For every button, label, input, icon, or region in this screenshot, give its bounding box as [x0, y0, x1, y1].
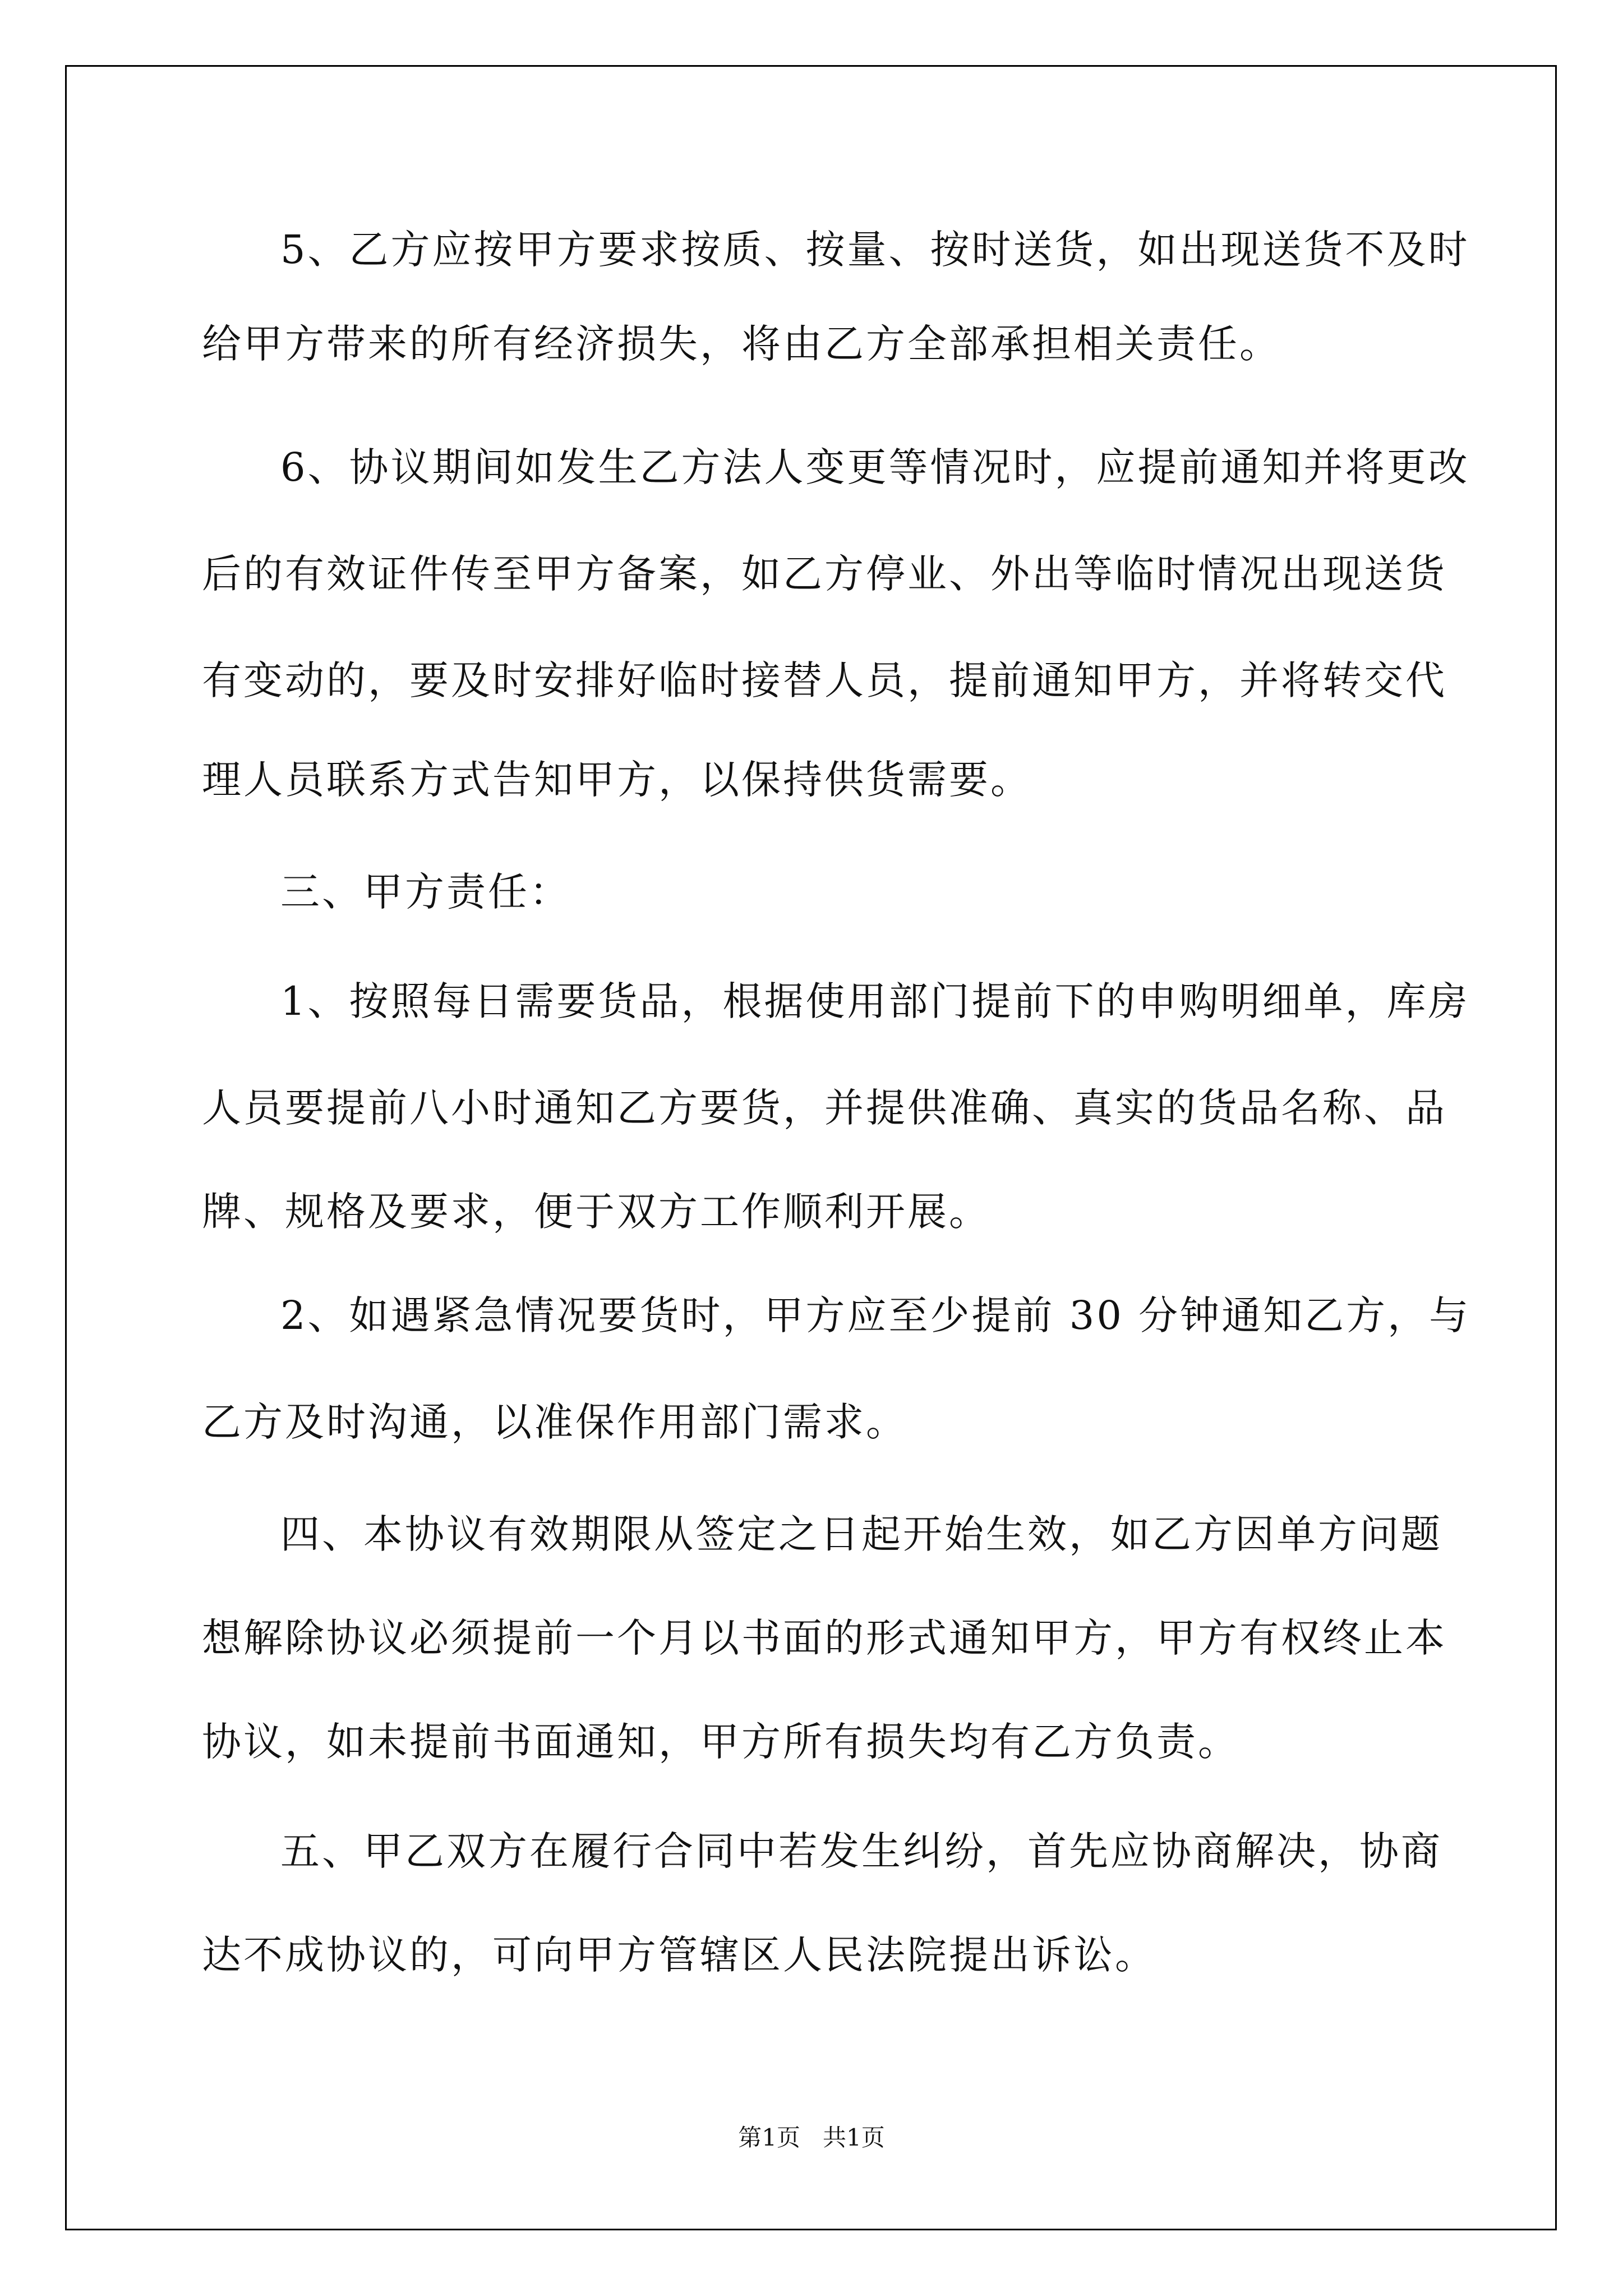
paragraph-1-line-2: 给甲方带来的所有经济损失，将由乙方全部承担相关责任。	[202, 321, 1281, 367]
paragraph-7-line-2: 达不成协议的，可向甲方管辖区人民法院提出诉讼。	[202, 1932, 1156, 1978]
paragraph-2-line-1: 6、协议期间如发生乙方法人变更等情况时，应提前通知并将更改	[280, 444, 1470, 490]
paragraph-6-line-3: 协议，如未提前书面通知，甲方所有损失均有乙方负责。	[202, 1719, 1239, 1765]
page-border	[65, 65, 1557, 2230]
paragraph-4-line-2: 人员要提前八小时通知乙方要货，并提供准确、真实的货品名称、品	[202, 1085, 1447, 1131]
paragraph-5-line-1: 2、如遇紧急情况要货时，甲方应至少提前 30 分钟通知乙方，与	[280, 1292, 1471, 1338]
paragraph-7-line-1: 五、甲乙双方在履行合同中若发生纠纷，首先应协商解决，协商	[280, 1828, 1442, 1874]
paragraph-6-line-2: 想解除协议必须提前一个月以书面的形式通知甲方，甲方有权终止本	[202, 1615, 1447, 1661]
paragraph-4-line-3: 牌、规格及要求，便于双方工作顺利开展。	[202, 1189, 990, 1235]
paragraph-6-line-1: 四、本协议有效期限从签定之日起开始生效，如乙方因单方问题	[280, 1511, 1442, 1557]
page-footer: 第1页 共1页	[738, 2124, 885, 2151]
paragraph-2-line-3: 有变动的，要及时安排好临时接替人员，提前通知甲方，并将转交代	[202, 657, 1447, 703]
paragraph-4-line-1: 1、按照每日需要货品，根据使用部门提前下的申购明细单，库房	[280, 978, 1470, 1024]
paragraph-2-line-2: 后的有效证件传至甲方备案，如乙方停业、外出等临时情况出现送货	[202, 551, 1447, 597]
paragraph-2-line-4: 理人员联系方式告知甲方，以保持供货需要。	[202, 757, 1032, 803]
section-heading-party-a-responsibility: 三、甲方责任：	[280, 869, 571, 915]
paragraph-1-line-1: 5、乙方应按甲方要求按质、按量、按时送货，如出现送货不及时	[280, 227, 1470, 273]
paragraph-5-line-2: 乙方及时沟通，以准保作用部门需求。	[202, 1399, 907, 1445]
